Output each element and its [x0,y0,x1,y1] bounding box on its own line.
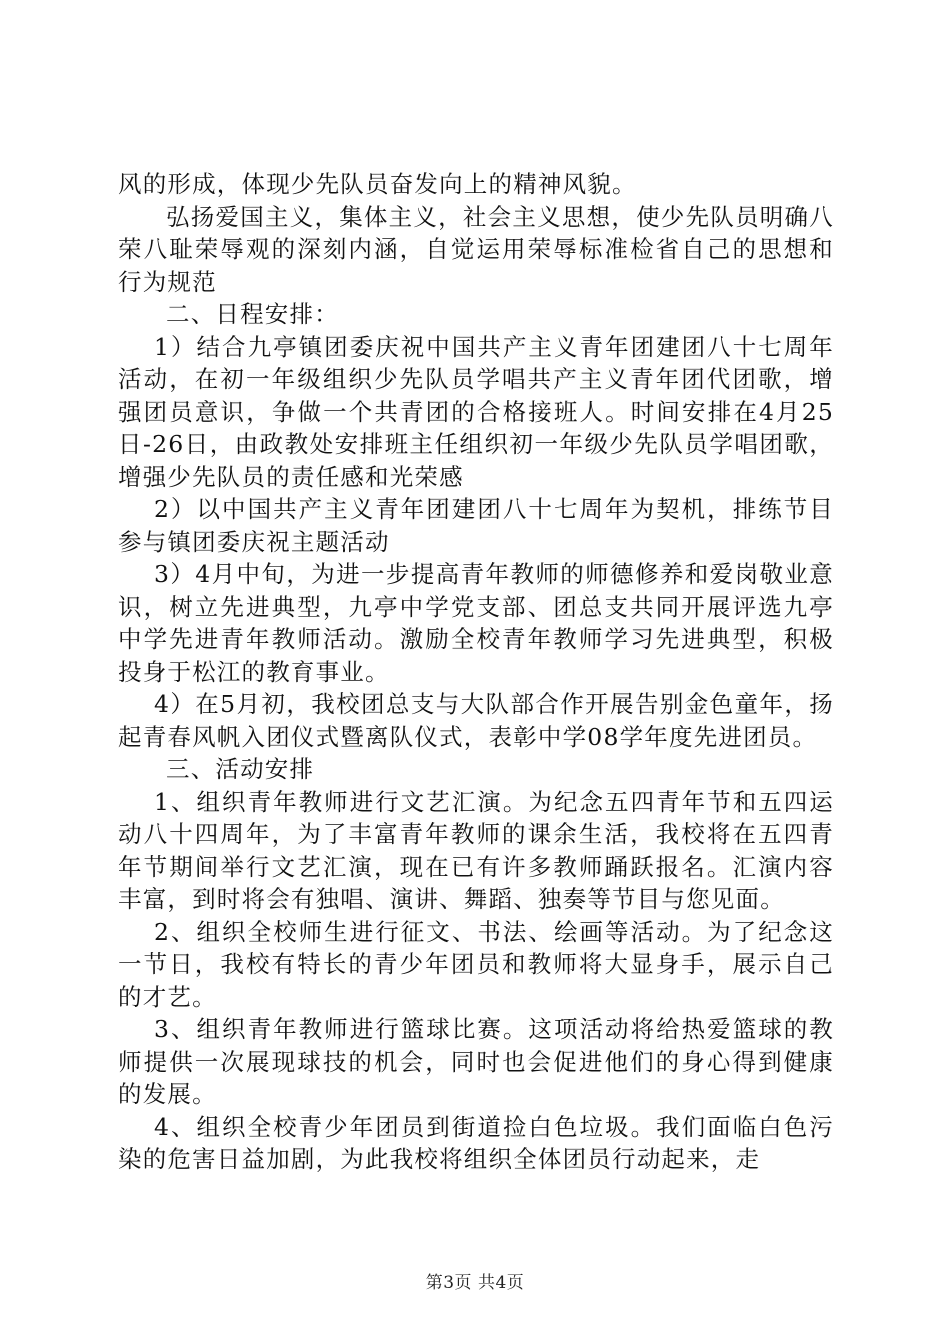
document-body [118,168,834,1176]
activity-item-2: 2、组织全校师生进行征文、书法、绘画等活动。为了纪念这一节日，我校有特长的青少年团员和教师将大显身手，展示自己的才艺。 [118,917,834,1011]
page-footer: 第3页 共4页 [425,1273,525,1293]
paragraph-continuation: 风的形成，体现少先队员奋发向上的精神风貌。 [118,170,637,198]
schedule-item-4: 4）在5月初，我校团总支与大队部合作开展告别金色童年，扬起青春风帆入团仪式暨离队仪式，表彰中学08学年度先进团员。 [118,690,834,751]
activity-item-4: 4、组织全校青少年团员到街道捡白色垃圾。我们面临白色污染的危害日益加剧，为此我校将组织全体团员行动起来，走 [118,1112,834,1173]
activity-item-1: 1、组织青年教师进行文艺汇演。为纪念五四青年节和五四运动八十四周年，为了丰富青年教师的课余生活，我校将在五四青年节期间举行文艺汇演，现在已有许多教师踊跃报名。汇演内容丰富，到时将会有独唱、演讲、舞蹈、独奏等节目与您见面。 [118,787,834,913]
activity-item-3: 3、组织青年教师进行篮球比赛。这项活动将给热爱篮球的教师提供一次展现球技的机会，同时也会促进他们的身心得到健康的发展。 [118,1015,834,1108]
schedule-item-2: 2）以中国共产主义青年团建团八十七周年为契机，排练节目参与镇团委庆祝主题活动 [118,495,834,556]
section-heading-schedule: 二、日程安排： [166,300,339,328]
paragraph-patriotism: 弘扬爱国主义，集体主义，社会主义思想，使少先队员明确八荣八耻荣辱观的深刻内涵，自觉运用荣辱标准检省自己的思想和行为规范 [118,202,834,296]
section-heading-activities: 三、活动安排 [166,755,315,783]
schedule-item-3: 3）4月中旬，为进一步提高青年教师的师德修养和爱岗敬业意识，树立先进典型，九亭中学党支部、团总支共同开展评选九亭中学先进青年教师活动。激励全校青年教师学习先进典型，积极投身于松江的教育事业。 [118,560,834,686]
schedule-item-1: 1）结合九亭镇团委庆祝中国共产主义青年团建团八十七周年活动，在初一年级组织少先队员学唱共产主义青年团代团歌，增强团员意识，争做一个共青团的合格接班人。时间安排在4月25日-26日，由政教处安排班主任组织初一年级少先队员学唱团歌，增强少先队员的责任感和光荣感 [118,332,834,491]
